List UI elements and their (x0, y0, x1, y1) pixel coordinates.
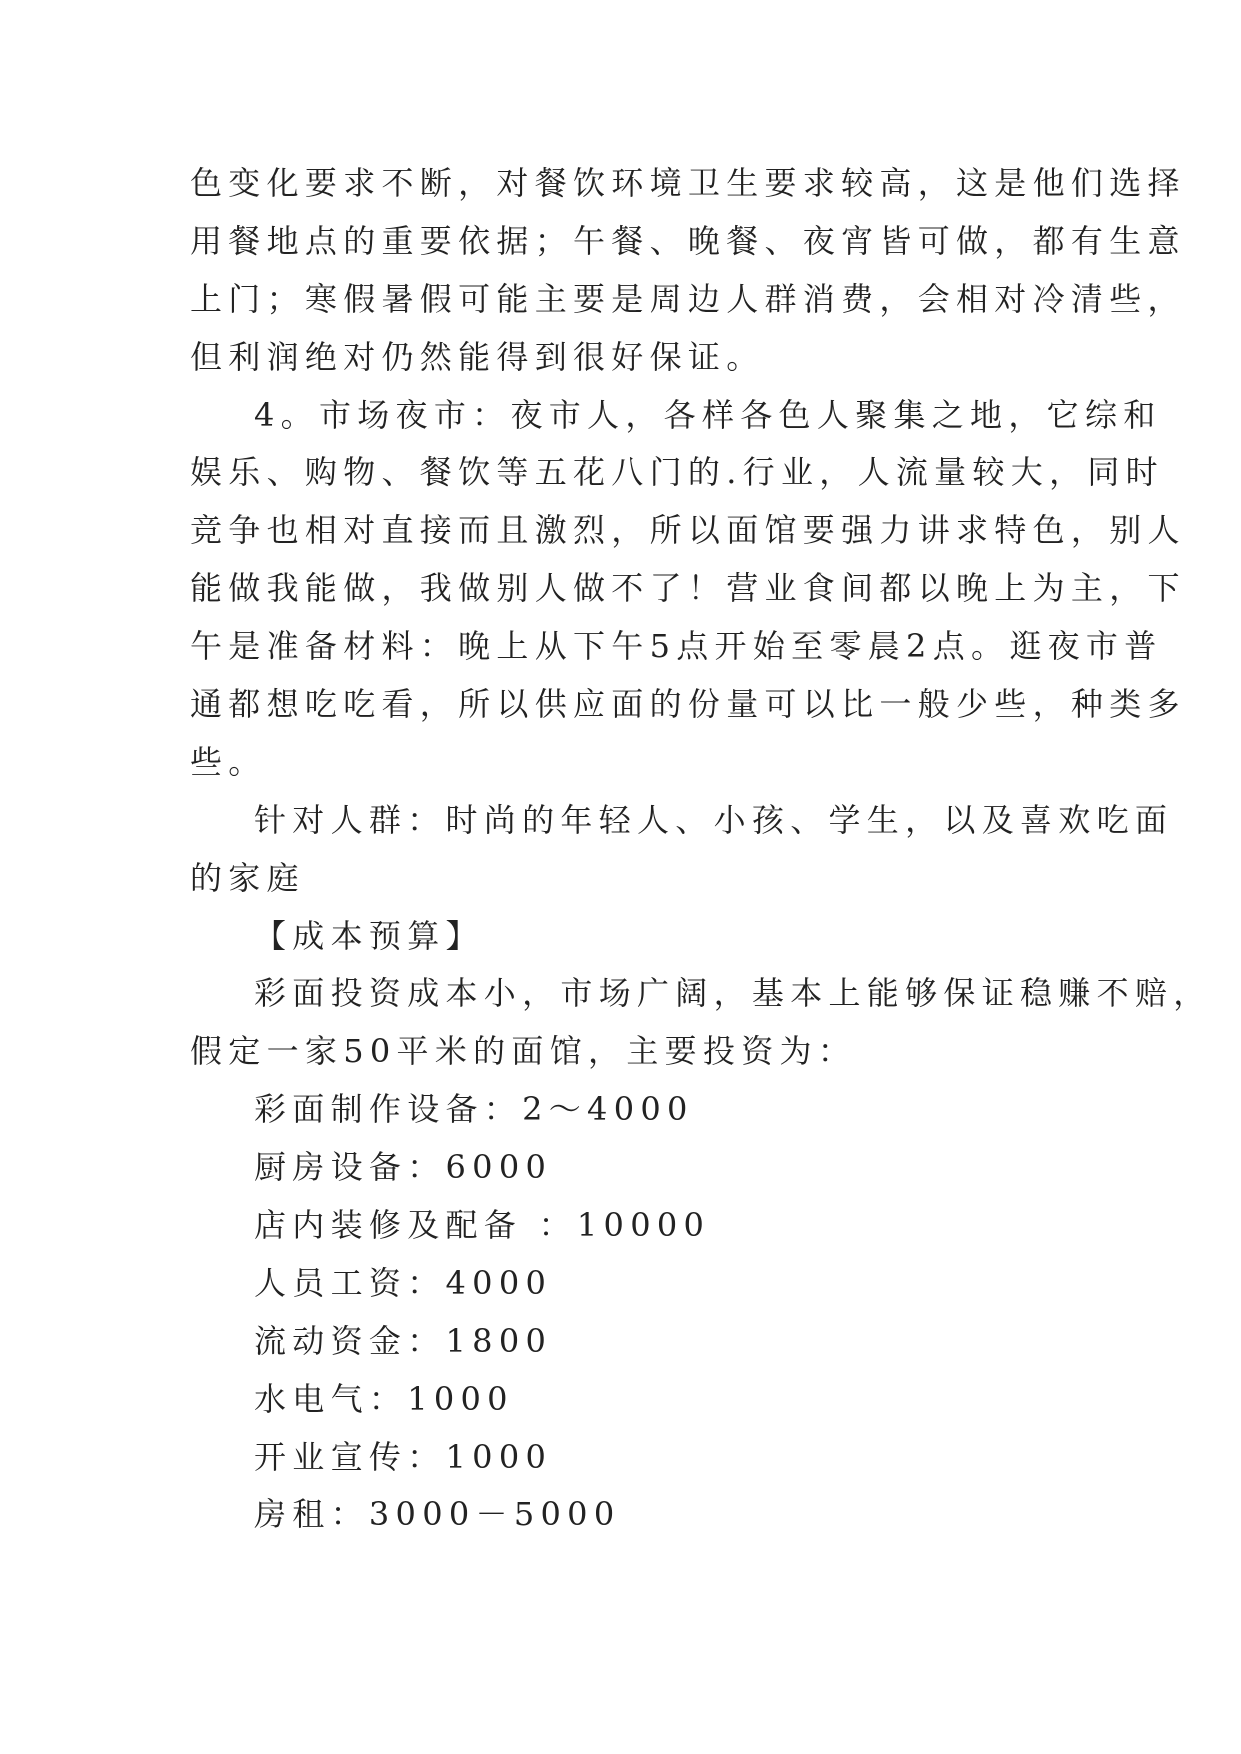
text-line: 能做我能做，我做别人做不了！营业食间都以晚上为主，下 (190, 569, 1186, 608)
paragraph-budget-intro (190, 965, 1212, 1081)
budget-item-salaries: 人员工资：4000 (254, 1263, 553, 1302)
budget-item-noodle-equipment: 彩面制作设备：2～4000 (254, 1090, 694, 1129)
text-line: 些。 (190, 742, 267, 781)
budget-list (190, 1081, 1060, 1544)
paragraph-night-market (190, 387, 1186, 792)
text-line: 针对人群：时尚的年轻人、小孩、学生，以及喜欢吃面 (254, 800, 1174, 839)
budget-item-working-capital: 流动资金：1800 (254, 1321, 553, 1360)
text-line: 的家庭 (190, 858, 305, 897)
budget-item-decoration: 店内装修及配备 ：10000 (254, 1206, 711, 1245)
budget-item-rent: 房租：3000－5000 (254, 1495, 621, 1534)
text-line: 4。市场夜市：夜市人，各样各色人聚集之地，它综和 (254, 395, 1162, 434)
text-line: 上门；寒假暑假可能主要是周边人群消费，会相对冷清些， (190, 279, 1186, 318)
text-line: 假定一家50平米的面馆，主要投资为： (190, 1032, 857, 1071)
text-line: 竞争也相对直接而且激烈，所以面馆要强力讲求特色，别人 (190, 511, 1186, 550)
budget-heading: 【成本预算】 (254, 916, 484, 955)
text-line: 色变化要求不断，对餐饮环境卫生要求较高，这是他们选择 (190, 164, 1186, 202)
paragraph-target-group (190, 792, 1174, 908)
text-line: 用餐地点的重要依据；午餐、晚餐、夜宵皆可做，都有生意 (190, 221, 1186, 260)
text-line: 但利润绝对仍然能得到很好保证。 (190, 337, 765, 376)
budget-item-promotion: 开业宣传：1000 (254, 1437, 553, 1476)
text-line: 午是准备材料：晚上从下午5点开始至零晨2点。逛夜市普 (190, 627, 1163, 666)
text-line: 彩面投资成本小，市场广阔，基本上能够保证稳赚不赔， (254, 974, 1212, 1013)
budget-item-utilities: 水电气：1000 (254, 1379, 514, 1418)
text-line: 娱乐、购物、餐饮等五花八门的.行业，人流量较大，同时 (190, 453, 1164, 492)
text-line: 通都想吃吃看，所以供应面的份量可以比一般少些，种类多 (190, 685, 1186, 724)
document-body (190, 155, 1212, 1544)
budget-item-kitchen-equipment: 厨房设备：6000 (254, 1148, 553, 1187)
paragraph-continuation (190, 155, 1186, 387)
